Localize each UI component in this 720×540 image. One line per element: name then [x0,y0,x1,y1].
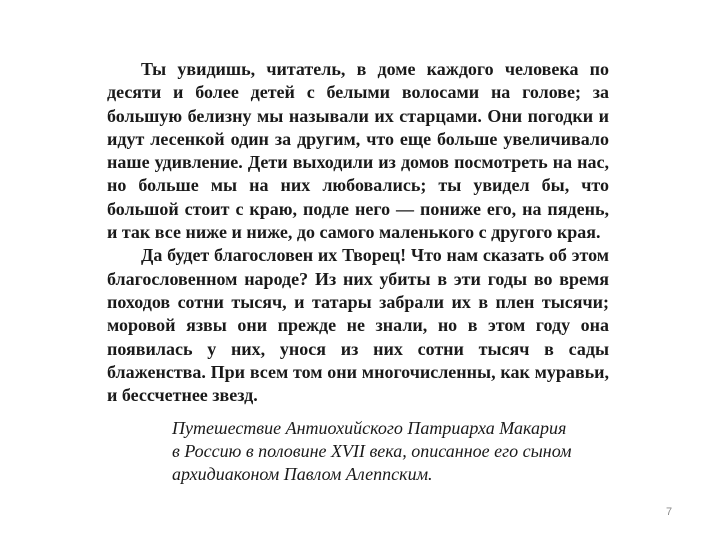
quote-text-block [107,58,609,407]
citation-line-2: в Россию в половине XVII века, описанное его сыном [172,441,572,461]
source-citation [172,417,612,486]
paragraph-2: Да будет благословен их Творец! Что нам сказать об этом благословенном народе? Из них убиты в эти годы во время походов сотни тысяч, и татары забрали их в плен тысячи; моровой язвы они прежде не знали, но в этом году она появилась у них, унося из них сотни тысяч в сады блаженства. При всем том они многочисленны, как муравьи, и бессчетнее звезд. [107,245,609,406]
paragraph-1: Ты увидишь, читатель, в доме каждого человека по десяти и более детей с белыми волосами на голове; за большую белизну мы называли их старцами. Они погодки и идут лесенкой один за другим, что еще больше увеличивало наше удивление. Дети выходили из домов посмотреть на нас, но больше мы на них любовались; ты увидел бы, что большой стоит с краю, подле него — пониже его, на пядень, и так все ниже и ниже, до самого маленького с другого края. [107,59,609,243]
page-number: 7 [666,506,673,518]
citation-line-1: Путешествие Антиохийского Патриарха Макария [172,418,567,438]
citation-line-3: архидиаконом Павлом Алеппским. [172,464,433,484]
